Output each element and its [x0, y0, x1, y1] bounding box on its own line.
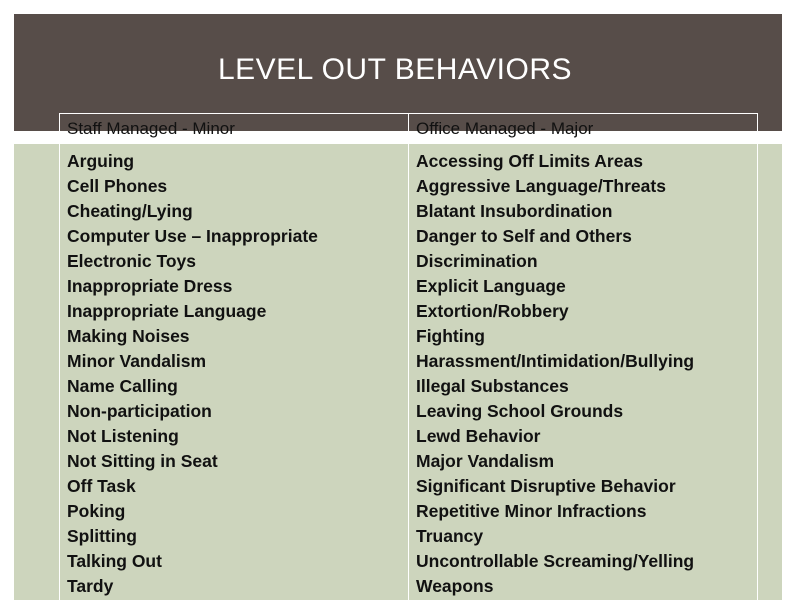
header-minor: Staff Managed - Minor [67, 119, 235, 138]
minor-behavior-item: Computer Use – Inappropriate [67, 226, 318, 246]
minor-behavior-item: Not Sitting in Seat [67, 451, 218, 471]
minor-behavior-item: Electronic Toys [67, 251, 197, 271]
major-behavior-item: Blatant Insubordination [416, 201, 613, 221]
major-behavior-item: Weapons [416, 576, 494, 596]
minor-behavior-item: Non-participation [67, 401, 212, 421]
minor-behavior-item: Inappropriate Language [67, 301, 267, 321]
minor-behaviors-list [67, 149, 318, 599]
major-behavior-item: Accessing Off Limits Areas [416, 151, 643, 171]
major-behaviors-list [416, 149, 694, 599]
minor-behavior-item: Splitting [67, 526, 137, 546]
major-behavior-item: Truancy [416, 526, 484, 546]
minor-behavior-item: Off Task [67, 476, 136, 496]
major-behavior-item: Harassment/Intimidation/Bullying [416, 351, 695, 371]
slide-title: LEVEL OUT BEHAVIORS [217, 53, 573, 86]
major-behavior-item: Lewd Behavior [416, 426, 541, 446]
major-behavior-item: Explicit Language [416, 276, 566, 296]
behaviors-table [59, 113, 758, 600]
header-major: Office Managed - Major [416, 119, 594, 138]
major-behavior-item: Uncontrollable Screaming/Yelling [416, 551, 695, 571]
minor-behavior-item: Minor Vandalism [67, 351, 207, 371]
minor-behavior-item: Name Calling [67, 376, 178, 396]
major-behavior-item: Major Vandalism [416, 451, 555, 471]
minor-behavior-item: Cheating/Lying [67, 201, 193, 221]
major-behavior-item: Illegal Substances [416, 376, 569, 396]
minor-behavior-item: Inappropriate Dress [67, 276, 233, 296]
major-behavior-item: Significant Disruptive Behavior [416, 476, 676, 496]
minor-behavior-item: Cell Phones [67, 176, 168, 196]
minor-behavior-item: Poking [67, 501, 126, 521]
major-behavior-item: Fighting [416, 326, 486, 346]
table-header-row [59, 113, 758, 141]
minor-behavior-item: Tardy [67, 576, 114, 596]
major-behavior-item: Aggressive Language/Threats [416, 176, 666, 196]
major-behavior-item: Repetitive Minor Infractions [416, 501, 647, 521]
minor-behavior-item: Not Listening [67, 426, 179, 446]
minor-behavior-item: Talking Out [67, 551, 162, 571]
major-behavior-item: Danger to Self and Others [416, 226, 632, 246]
major-behavior-item: Extortion/Robbery [416, 301, 569, 321]
major-behavior-item: Discrimination [416, 251, 538, 271]
minor-behavior-item: Making Noises [67, 326, 190, 346]
minor-behavior-item: Arguing [67, 151, 135, 171]
major-behavior-item: Leaving School Grounds [416, 401, 624, 421]
